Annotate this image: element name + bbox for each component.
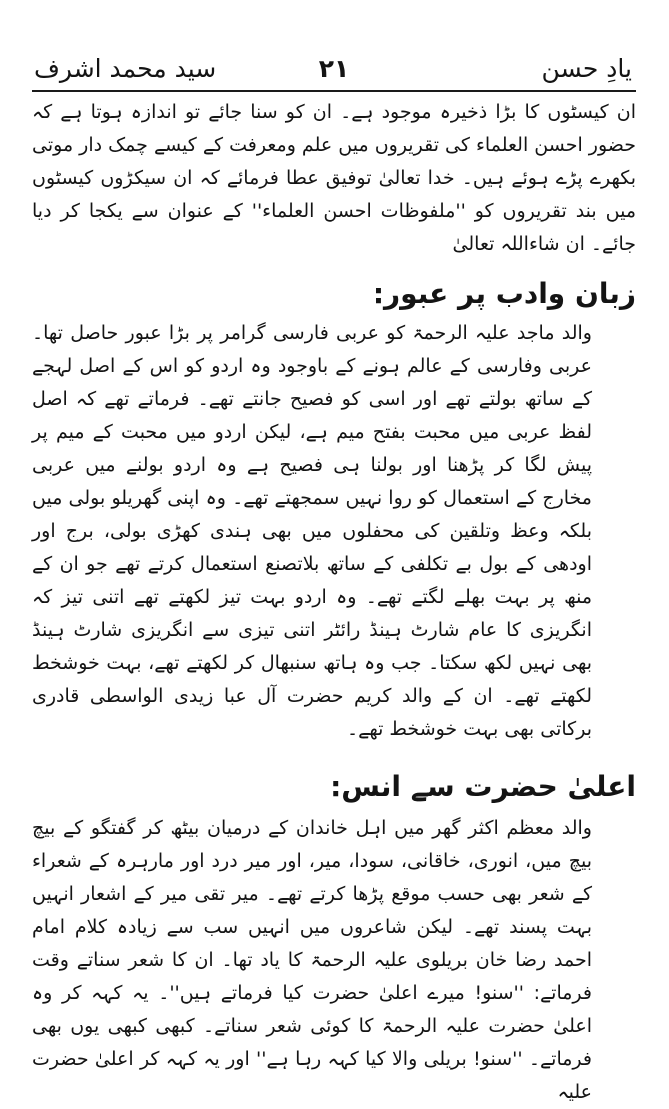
page-number: ۲۱	[318, 54, 350, 83]
paragraph-language: والد ماجد علیہ الرحمۃ کو عربی فارسی گرامر پر بڑا عبور حاصل تھا۔ عربی وفارسی کے عالم ہونے کے باوجود وہ اردو کو اس کے اصل لہجے کے ساتھ بولتے تھے اور اسی کو فصیح جانتے تھے۔ فرماتے تھے کہ اصل لفظ عربی میں محبت بفتح میم ہے، لیکن اردو میں محبت کے میم پر پیش لگا کر پڑھنا اور بولنا ہی فصیح ہے وہ اردو بولنے میں عربی مخارج کے استعمال کو روا نہیں سمجھتے تھے۔ وہ اپنی گھریلو بولی میں بلکہ وعظ وتلقین کی محفلوں میں بھی ہندی کھڑی بولی، برج اور اودھی کے بول بے تکلفی کے ساتھ بلاتصنع استعمال کرتے تھے جو ان کے منھ پر بہت بھلے لگتے تھے۔ وہ اردو بہت تیز لکھتے تھے اتنی تیز کہ انگریزی کا عام شارٹ ہینڈ رائٹر اتنی تیزی سے انگریزی شارٹ ہینڈ بھی نہیں لکھ سکتا۔ جب وہ ہاتھ سنبھال کر لکھتے تھے، بہت خوشخط لکھتے تھے۔ ان کے والد کریم حضرت آل عبا زیدی الواسطی قادری برکاتی بھی بہت خوشخط تھے۔	[32, 322, 592, 740]
section-heading-language: زبان وادب پر عبور:	[372, 277, 636, 310]
book-title: یادِ حسن	[541, 54, 632, 83]
author-name: سید محمد اشرف	[34, 54, 217, 83]
paragraph-cassettes: ان کیسٹوں کا بڑا ذخیرہ موجود ہے۔ ان کو سنا جائے تو اندازہ ہوتا ہے کہ حضور احسن العلماء کی تقریروں میں علم ومعرفت کے کیسے چمک دار موتی بکھرے پڑے ہوئے ہیں۔ خدا تعالیٰ توفیق عطا فرمائے کہ ان سیکڑوں کیسٹوں میں بند تقریروں کو ''ملفوظات احسن العلماء'' کے عنوان سے یکجا کر دیا جائے۔ ان شاءاللہ تعالیٰ	[32, 101, 636, 255]
running-header	[32, 50, 636, 92]
section-heading-ala-hazrat: اعلیٰ حضرت سے انس:	[330, 770, 636, 803]
page-body	[32, 96, 636, 1109]
paragraph-ala-hazrat: والد معظم اکثر گھر میں اہل خاندان کے درمیان بیٹھ کر گفتگو کے بیچ بیچ میں، انوری، خاقانی، سودا، میر، اور میر درد اور مارہرہ کے شعراء کے شعر بھی حسب موقع پڑھا کرتے تھے۔ میر تقی میر کے اشعار انہیں بہت پسند تھے۔ لیکن شاعروں میں انہیں سب سے زیادہ کلام امام احمد رضا خان بریلوی علیہ الرحمۃ کا یاد تھا۔ ان کا شعر سناتے وقت فرماتے: ''سنو! میرے اعلیٰ حضرت کیا فرماتے ہیں''۔ یہ کہہ کر وہ اعلیٰ حضرت علیہ الرحمۃ کا کوئی شعر سناتے۔ کبھی کبھی یوں بھی فرماتے۔ ''سنو! بریلی والا کیا کہہ رہا ہے'' اور یہ کہہ کر اعلیٰ حضرت علیہ	[32, 817, 592, 1103]
book-page	[32, 0, 636, 1103]
